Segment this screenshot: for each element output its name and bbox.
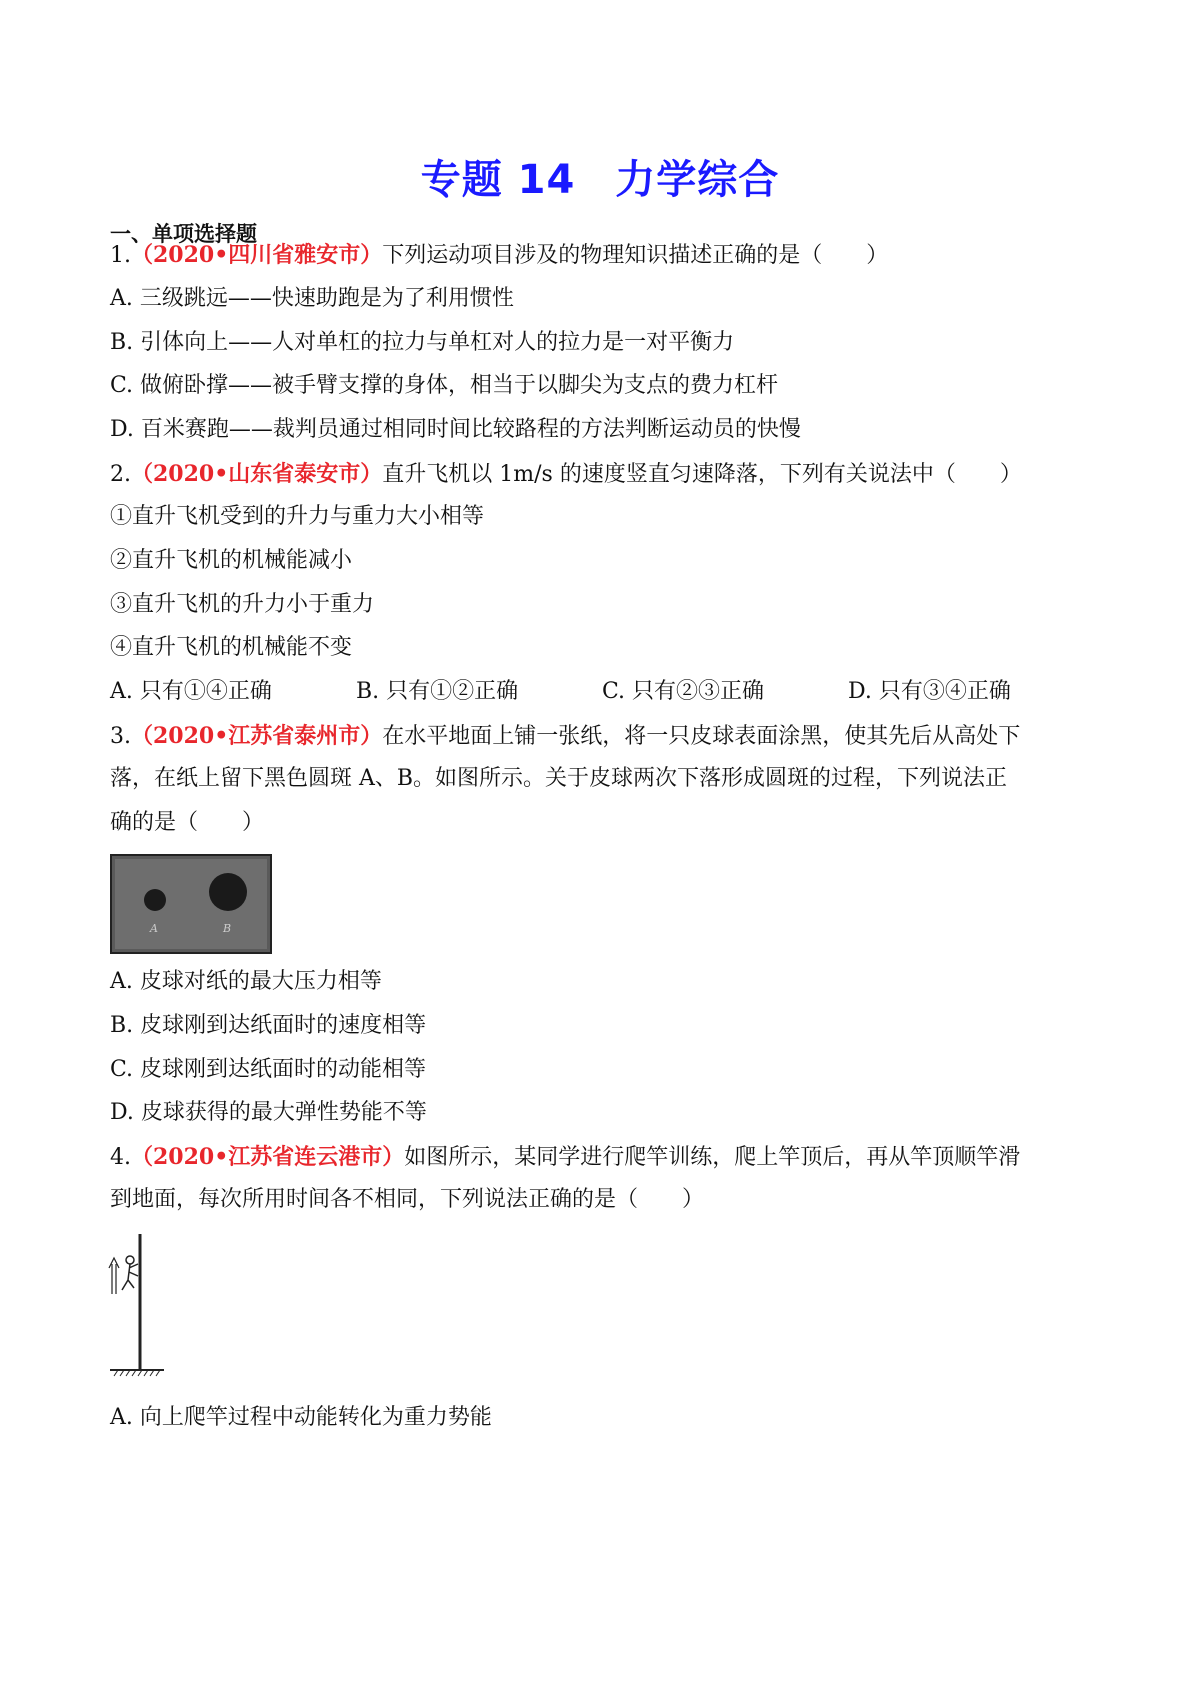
spot-b-label: B (223, 922, 232, 935)
q2-number: 2. (110, 462, 131, 487)
q3-source: （2020•江苏省泰州市） (131, 723, 383, 749)
q1-source: （2020•四川省雅安市） (131, 242, 383, 268)
q1-stem-line (110, 240, 888, 271)
q4-option-a: A. 向上爬竿过程中动能转化为重力势能 (110, 1405, 492, 1430)
q2-option-d: D. 只有③④正确 (848, 679, 1011, 704)
q1-number: 1. (110, 243, 131, 268)
q4-stem-line-2: 到地面，每次所用时间各不相同，下列说法正确的是（ ） (110, 1187, 705, 1212)
climber (122, 1256, 138, 1290)
q2-source: （2020•山东省泰安市） (131, 461, 383, 487)
q1-option-c: C. 做俯卧撑——被手臂支撑的身体，相当于以脚尖为支点的费力杠杆 (110, 373, 779, 398)
q2-statement-2: ②直升飞机的机械能减小 (110, 548, 353, 573)
q4-source: （2020•江苏省连云港市） (131, 1144, 405, 1170)
q1-option-d: D. 百米赛跑——裁判员通过相同时间比较路程的方法判断运动员的快慢 (110, 417, 801, 442)
q2-option-a: A. 只有①④正确 (110, 679, 272, 704)
q3-option-c: C. 皮球刚到达纸面时的动能相等 (110, 1057, 427, 1082)
spot-a (144, 889, 166, 911)
arrow-up-icon (109, 1258, 119, 1294)
q3-stem-line-2: 落，在纸上留下黑色圆斑 A、B。如图所示。关于皮球两次下落形成圆斑的过程，下列说法正 (110, 766, 1008, 791)
spot-a-label: A (150, 922, 158, 935)
q4-stem-1: 如图所示，某同学进行爬竿训练，爬上竿顶后，再从竿顶顺竿滑 (404, 1145, 1021, 1170)
q1-option-a: A. 三级跳远——快速助跑是为了利用惯性 (110, 286, 514, 311)
q2-statement-3: ③直升飞机的升力小于重力 (110, 592, 375, 617)
q3-number: 3. (110, 724, 131, 749)
q3-stem-line-3: 确的是（ ） (110, 810, 265, 835)
section-heading: 一、单项选择题 (110, 222, 257, 246)
q2-stem-line (110, 459, 1022, 490)
q1-option-b: B. 引体向上——人对单杠的拉力与单杠对人的拉力是一对平衡力 (110, 330, 735, 355)
q2-statement-1: ①直升飞机受到的升力与重力大小相等 (110, 504, 485, 529)
q2-statement-4: ④直升飞机的机械能不变 (110, 635, 353, 660)
q2-stem: 直升飞机以 1m/s 的速度竖直匀速降落，下列有关说法中（ ） (382, 462, 1022, 487)
q2-options-row (110, 677, 1094, 707)
q3-stem-1: 在水平地面上铺一张纸，将一只皮球表面涂黑，使其先后从高处下 (382, 724, 1021, 749)
pole-climbing-figure (108, 1232, 168, 1382)
q3-stem-line-1 (110, 721, 1020, 752)
page-title (0, 148, 1200, 205)
q3-option-b: B. 皮球刚到达纸面时的速度相等 (110, 1013, 427, 1038)
q1-stem: 下列运动项目涉及的物理知识描述正确的是（ ） (382, 243, 889, 268)
spot-b (209, 873, 247, 911)
q2-option-b: B. 只有①②正确 (356, 679, 519, 704)
ball-spots-figure (110, 854, 272, 954)
q3-option-d: D. 皮球获得的最大弹性势能不等 (110, 1100, 427, 1125)
title-part2: 力学综合 (615, 157, 780, 203)
q4-number: 4. (110, 1145, 131, 1170)
q2-option-c: C. 只有②③正确 (602, 679, 765, 704)
q4-stem-line-1 (110, 1142, 1020, 1173)
q3-option-a: A. 皮球对纸的最大压力相等 (110, 969, 382, 994)
title-part1: 专题 14 (420, 157, 576, 203)
